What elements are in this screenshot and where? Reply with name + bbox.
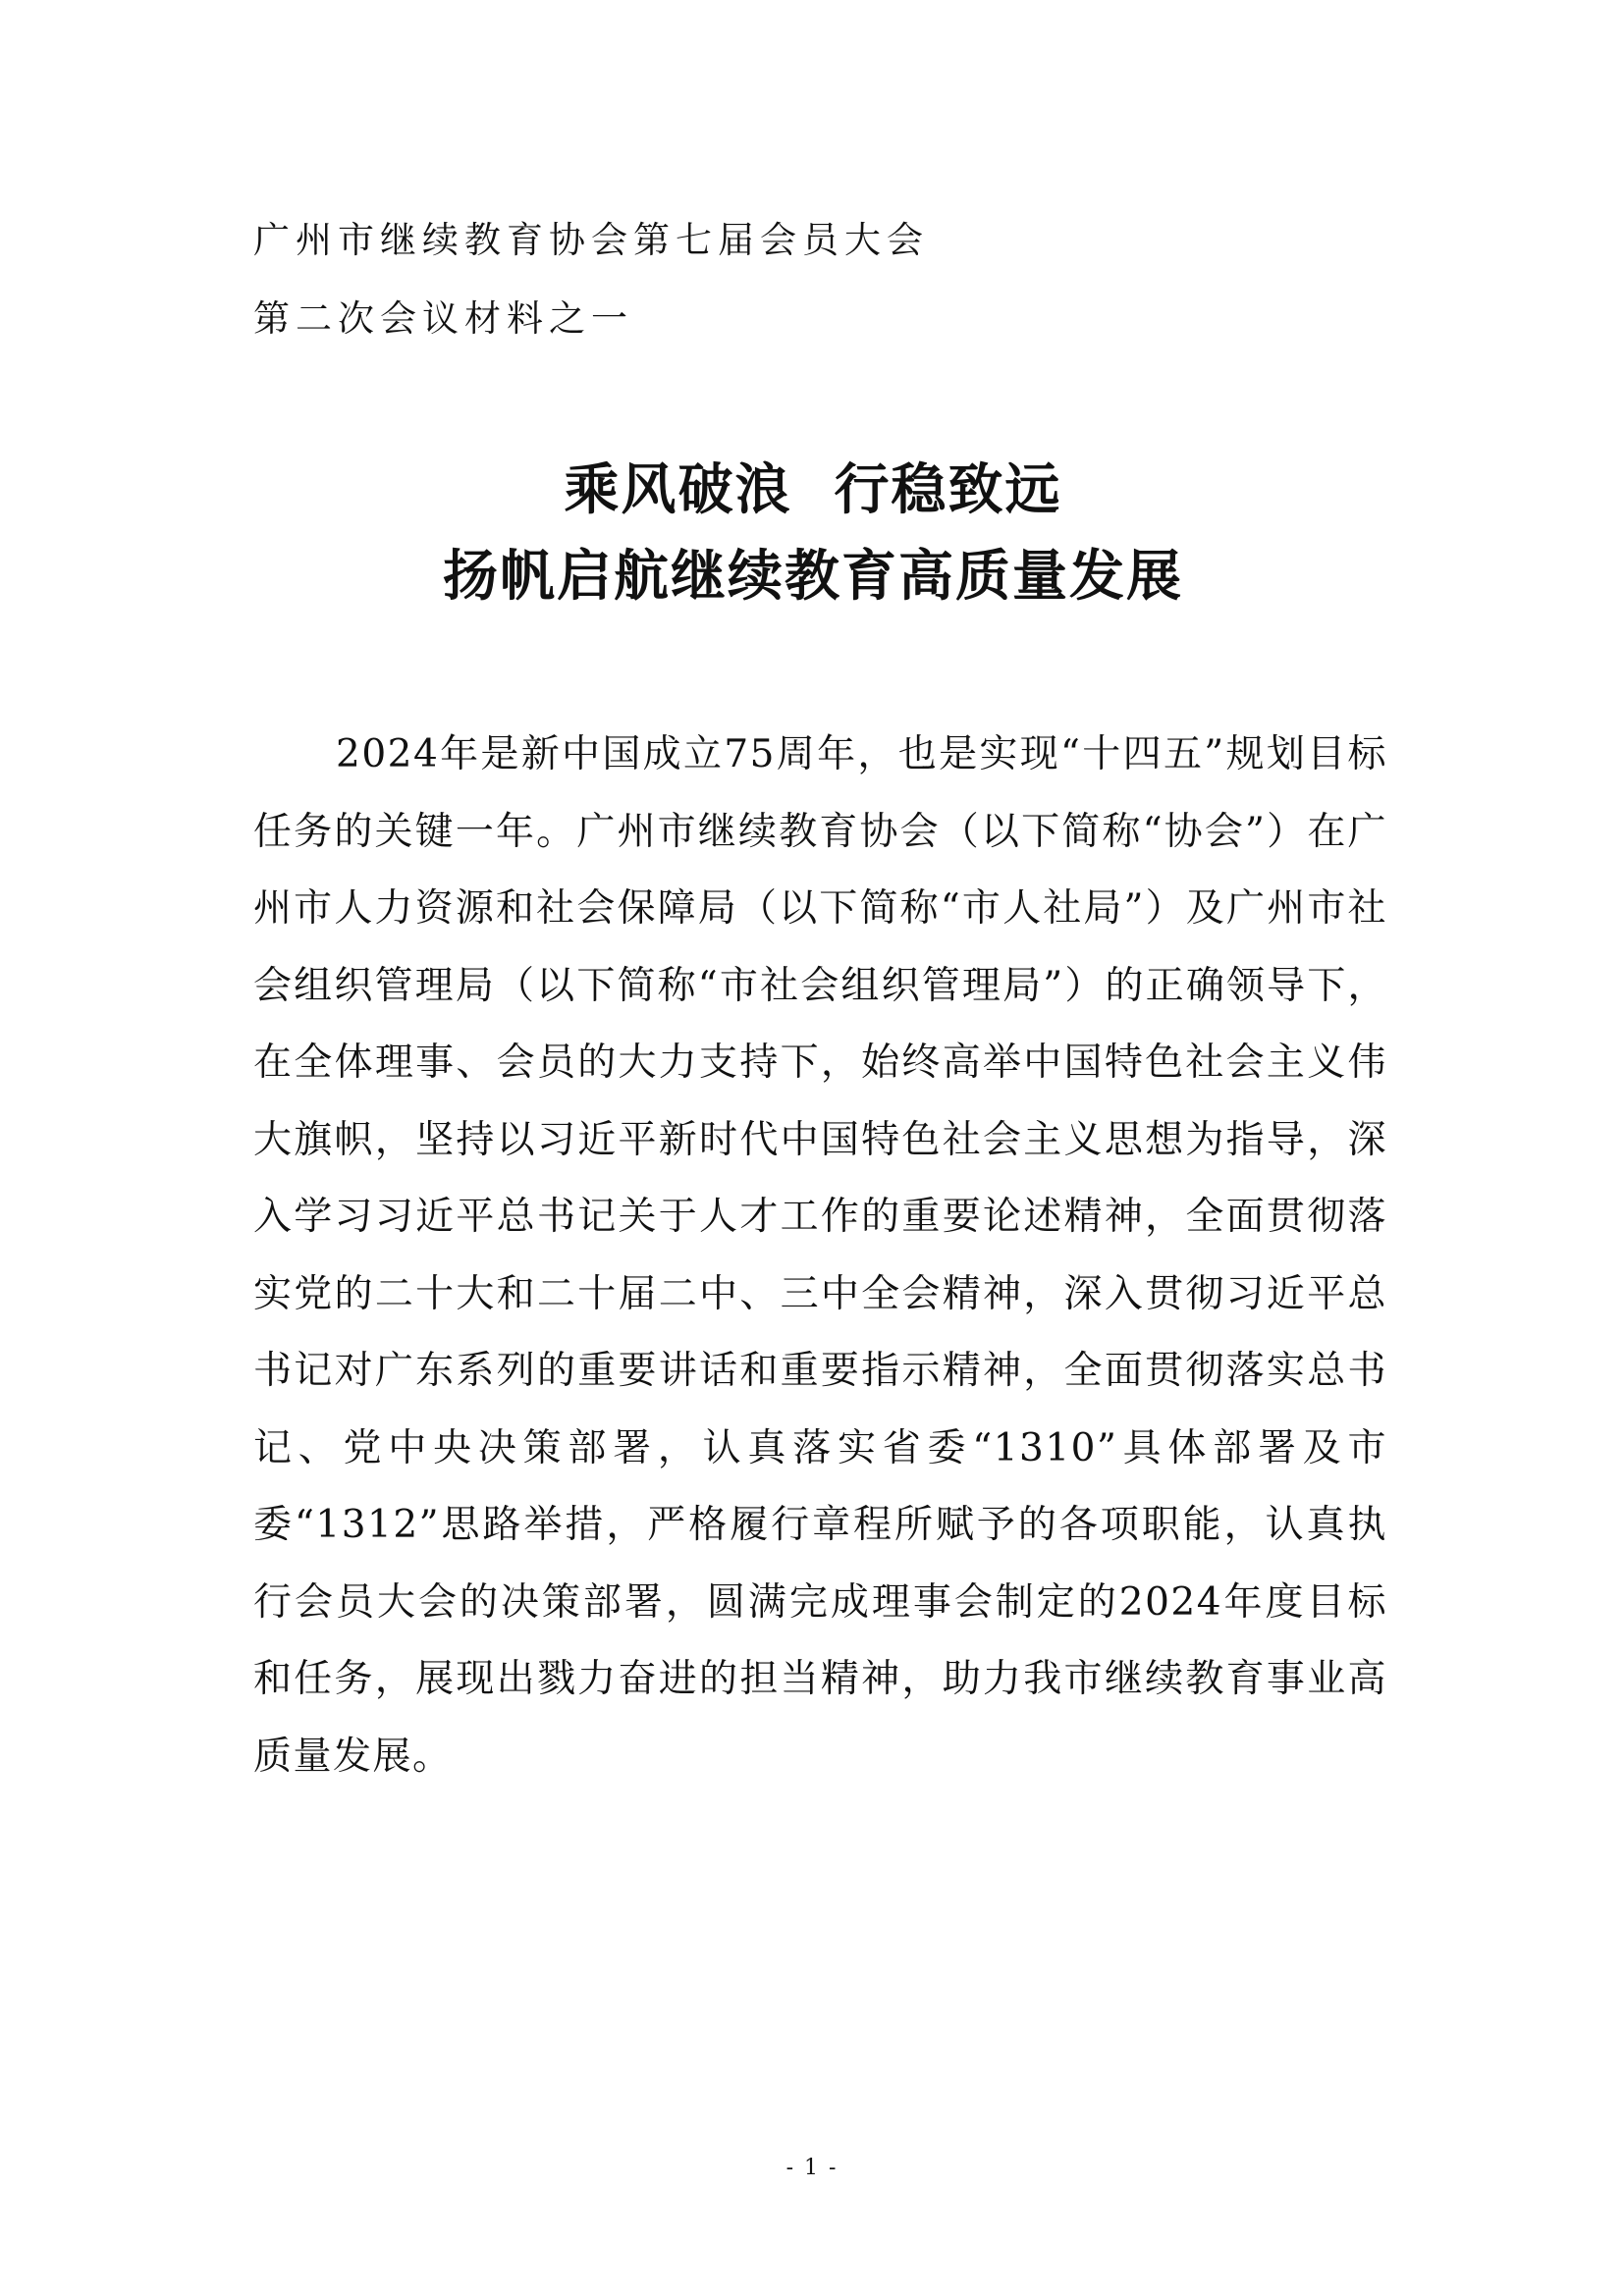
page-number: - 1 - [785, 2156, 839, 2180]
document-title [253, 447, 1373, 619]
title-line-2: 扬帆启航继续教育高质量发展 [443, 544, 1183, 609]
title-line-1: 乘风破浪 行稳致远 [564, 457, 1062, 522]
body-paragraph: 2024年是新中国成立75周年，也是实现“十四五”规划目标任务的关键一年。广州市继续教育协会（以下简称“协会”）在广州市人力资源和社会保障局（以下简称“市人社局”）及广州市社会组织管理局（以下简称“市社会组织管理局”）的正确领导下，在全体理事、会员的大力支持下，始终高举中国特色社会主义伟大旗帜，坚持以习近平新时代中国特色社会主义思想为指导，深入学习习近平总书记关于人才工作的重要论述精神，全面贯彻落实党的二十大和二十届二中、三中全会精神，深入贯彻习近平总书记对广东系列的重要讲话和重要指示精神，全面贯彻落实总书记、党中央决策部署，认真落实省委“1310”具体部署及市委“1312”思路举措，严格履行章程所赋予的各项职能，认真执行会员大会的决策部署，圆满完成理事会制定的2024年度目标和任务，展现出戮力奋进的担当精神，助力我市继续教育事业高质量发展。 [253, 732, 1387, 1779]
header-line-1: 广州市继续教育协会第七届会员大会 [253, 219, 929, 261]
header-line-2: 第二次会议材料之一 [253, 297, 633, 340]
document-header [253, 201, 1373, 358]
